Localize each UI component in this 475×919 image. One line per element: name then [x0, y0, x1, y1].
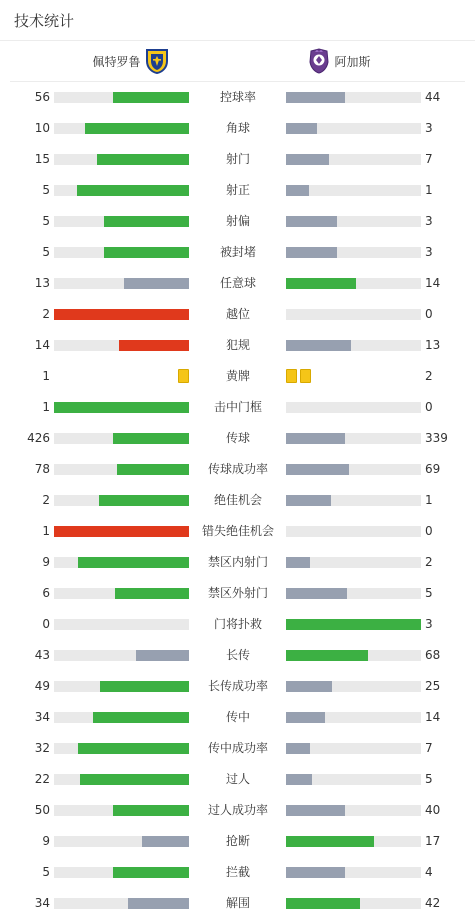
home-stat-bar	[54, 650, 189, 661]
home-stat-bar-fill	[85, 123, 189, 134]
stat-label: 绝佳机会	[213, 493, 262, 507]
home-stat-value: 6	[42, 586, 50, 600]
stat-label: 被封堵	[219, 245, 256, 259]
stat-label: 过人成功率	[207, 803, 268, 817]
home-stat-value: 50	[34, 803, 50, 817]
stat-row	[0, 82, 475, 113]
home-stat-bar-fill	[80, 774, 189, 785]
home-stat-value: 22	[34, 772, 50, 786]
away-stat-value: 3	[425, 214, 433, 228]
stat-row	[0, 826, 475, 857]
away-stat-bar-fill	[286, 464, 349, 475]
away-stat-bar	[286, 774, 421, 785]
away-stat-value: 69	[425, 462, 441, 476]
away-stat-bar	[286, 805, 421, 816]
stat-label: 越位	[225, 307, 250, 321]
home-stat-bar-fill	[115, 588, 189, 599]
away-stat-value: 17	[425, 834, 441, 848]
away-stat-value: 5	[425, 586, 433, 600]
away-stat-bar-fill	[286, 216, 337, 227]
away-stat-bar-fill	[286, 247, 337, 258]
away-stat-bar-fill	[286, 185, 309, 196]
away-stat-bar-fill	[286, 805, 345, 816]
away-stat-bar-fill	[286, 836, 374, 847]
away-stat-bar-fill	[286, 495, 331, 506]
stat-row	[0, 733, 475, 764]
stat-label: 门将扑救	[213, 617, 262, 631]
stat-row	[0, 547, 475, 578]
away-stat-bar	[286, 712, 421, 723]
away-stat-value: 68	[425, 648, 441, 662]
away-team-name: 阿加斯	[334, 54, 371, 69]
home-stat-bar-fill	[54, 402, 189, 413]
away-stat-bar	[286, 495, 421, 506]
stat-row	[0, 671, 475, 702]
home-stat-value: 2	[42, 493, 50, 507]
home-stat-bar	[54, 774, 189, 785]
home-stat-value: 56	[34, 90, 50, 104]
away-stat-value: 5	[425, 772, 433, 786]
away-stat-value: 3	[425, 121, 433, 135]
home-stat-bar	[54, 588, 189, 599]
away-stat-bar-fill	[286, 867, 345, 878]
home-stat-bar-fill	[113, 867, 189, 878]
stat-row	[0, 888, 475, 919]
home-stat-bar-fill	[77, 185, 189, 196]
stat-row	[0, 516, 475, 547]
away-stat-bar-fill	[286, 743, 310, 754]
away-stat-bar	[286, 123, 421, 134]
home-stat-bar	[54, 185, 189, 196]
yellow-card-icon	[286, 369, 297, 383]
away-stat-bar	[286, 216, 421, 227]
stat-label: 射正	[225, 183, 250, 197]
away-stat-bar	[286, 278, 421, 289]
yellow-card-icon	[300, 369, 311, 383]
away-stat-value: 25	[425, 679, 441, 693]
stat-label: 传中	[225, 710, 250, 724]
home-stat-bar	[54, 526, 189, 537]
away-stat-bar	[286, 433, 421, 444]
home-stat-bar-fill	[99, 495, 189, 506]
stat-row	[0, 330, 475, 361]
stat-row	[0, 144, 475, 175]
away-stat-value: 44	[425, 90, 441, 104]
stat-row	[0, 175, 475, 206]
home-stat-bar	[54, 216, 189, 227]
home-stat-value: 5	[42, 865, 50, 879]
stat-row	[0, 764, 475, 795]
away-stat-value: 0	[425, 400, 433, 414]
home-stat-bar-fill	[136, 650, 189, 661]
home-stat-value: 1	[42, 369, 50, 383]
home-stat-value: 9	[42, 834, 50, 848]
stat-row	[0, 423, 475, 454]
away-stat-bar	[286, 185, 421, 196]
away-yellow-cards	[286, 369, 311, 383]
away-stat-value: 13	[425, 338, 441, 352]
away-stat-value: 0	[425, 524, 433, 538]
stat-label: 黄牌	[225, 369, 250, 383]
home-stat-bar-fill	[54, 309, 189, 320]
home-stat-bar	[54, 123, 189, 134]
home-stat-value: 13	[34, 276, 50, 290]
home-stat-bar	[54, 278, 189, 289]
section-title: 技术统计	[14, 11, 75, 30]
away-stat-value: 4	[425, 865, 433, 879]
away-stat-bar-fill	[286, 433, 345, 444]
home-stat-value: 34	[34, 896, 50, 910]
away-stat-bar-fill	[286, 712, 325, 723]
home-stat-bar	[54, 898, 189, 909]
home-stat-bar-fill	[78, 557, 189, 568]
home-stat-value: 1	[42, 524, 50, 538]
away-stat-bar	[286, 619, 421, 630]
stats-list	[0, 82, 475, 919]
home-stat-value: 34	[34, 710, 50, 724]
home-stat-value: 14	[34, 338, 50, 352]
home-stat-value: 49	[34, 679, 50, 693]
stat-row	[0, 795, 475, 826]
home-stat-bar	[54, 92, 189, 103]
stat-label: 传球成功率	[207, 462, 268, 476]
away-stat-bar-fill	[286, 154, 329, 165]
away-stat-bar	[286, 340, 421, 351]
home-stat-bar-fill	[117, 464, 189, 475]
home-stat-bar	[54, 154, 189, 165]
away-team[interactable]	[239, 48, 466, 74]
home-stat-bar	[54, 681, 189, 692]
home-stat-bar	[54, 867, 189, 878]
stat-row	[0, 113, 475, 144]
away-stat-value: 2	[425, 555, 433, 569]
away-stat-bar-fill	[286, 650, 368, 661]
home-stat-bar-fill	[119, 340, 189, 351]
away-stat-value: 7	[425, 152, 433, 166]
away-stat-value: 0	[425, 307, 433, 321]
stat-label: 射偏	[225, 214, 250, 228]
home-stat-bar-fill	[93, 712, 189, 723]
away-stat-bar-fill	[286, 681, 332, 692]
away-stat-bar	[286, 309, 421, 320]
stat-row	[0, 485, 475, 516]
stat-label: 拦截	[225, 865, 250, 879]
stat-row	[0, 206, 475, 237]
home-stat-bar-fill	[104, 247, 189, 258]
home-team[interactable]	[10, 48, 239, 74]
home-stat-value: 0	[42, 617, 50, 631]
away-stat-value: 3	[425, 617, 433, 631]
stat-label: 错失绝佳机会	[201, 524, 274, 538]
home-stat-bar-fill	[54, 526, 189, 537]
home-stat-value: 2	[42, 307, 50, 321]
home-stat-bar	[54, 402, 189, 413]
away-stat-value: 339	[425, 431, 448, 445]
away-stat-bar-fill	[286, 619, 421, 630]
stat-row	[0, 857, 475, 888]
stat-label: 击中门框	[213, 400, 262, 414]
away-stat-value: 7	[425, 741, 433, 755]
away-stat-bar-fill	[286, 123, 317, 134]
stat-row	[0, 640, 475, 671]
away-stat-bar-fill	[286, 278, 356, 289]
away-stat-bar	[286, 588, 421, 599]
home-stat-value: 5	[42, 245, 50, 259]
home-stat-value: 9	[42, 555, 50, 569]
home-stat-value: 78	[34, 462, 50, 476]
home-stat-bar-fill	[113, 92, 189, 103]
away-stat-bar-fill	[286, 898, 360, 909]
home-team-crest-icon	[145, 48, 169, 74]
away-stat-bar	[286, 247, 421, 258]
away-stat-bar-fill	[286, 774, 312, 785]
home-stat-bar	[54, 433, 189, 444]
home-stat-bar-fill	[124, 278, 189, 289]
away-stat-value: 14	[425, 276, 441, 290]
home-stat-value: 5	[42, 183, 50, 197]
away-stat-bar	[286, 557, 421, 568]
away-stat-bar-fill	[286, 588, 347, 599]
home-stat-value: 10	[34, 121, 50, 135]
home-stat-bar	[54, 557, 189, 568]
home-stat-bar	[54, 309, 189, 320]
home-stat-bar	[54, 836, 189, 847]
away-stat-bar	[286, 92, 421, 103]
stat-row	[0, 361, 475, 392]
stat-label: 解围	[225, 896, 250, 910]
home-stat-bar-fill	[142, 836, 189, 847]
stat-label: 禁区内射门	[207, 555, 268, 569]
away-stat-bar	[286, 650, 421, 661]
stat-label: 过人	[225, 772, 250, 786]
stat-row	[0, 392, 475, 423]
home-stat-value: 43	[34, 648, 50, 662]
away-stat-bar	[286, 154, 421, 165]
away-team-crest-icon	[307, 48, 331, 74]
home-stat-bar	[54, 805, 189, 816]
stat-row	[0, 237, 475, 268]
stat-label: 长传	[225, 648, 250, 662]
home-stat-bar-fill	[78, 743, 189, 754]
away-stat-value: 14	[425, 710, 441, 724]
away-stat-bar	[286, 402, 421, 413]
away-stat-value: 42	[425, 896, 441, 910]
stat-label: 射门	[225, 152, 250, 166]
away-stat-bar-fill	[286, 92, 345, 103]
stat-row	[0, 578, 475, 609]
home-stat-bar	[54, 743, 189, 754]
away-stat-bar	[286, 743, 421, 754]
yellow-card-icon	[178, 369, 189, 383]
stat-row	[0, 609, 475, 640]
away-stat-value: 2	[425, 369, 433, 383]
stat-label: 传中成功率	[207, 741, 268, 755]
stat-label: 禁区外射门	[207, 586, 268, 600]
stat-label: 长传成功率	[207, 679, 268, 693]
home-stat-bar-fill	[113, 433, 189, 444]
home-stat-bar	[54, 340, 189, 351]
home-stat-bar	[54, 712, 189, 723]
stat-label: 控球率	[219, 90, 256, 104]
stat-label: 任意球	[219, 276, 256, 290]
home-stat-bar-fill	[113, 805, 189, 816]
home-yellow-cards	[178, 369, 189, 383]
home-stat-value: 1	[42, 400, 50, 414]
away-stat-bar-fill	[286, 340, 351, 351]
stat-row	[0, 702, 475, 733]
stat-row	[0, 454, 475, 485]
home-stat-bar	[54, 464, 189, 475]
home-stat-bar	[54, 247, 189, 258]
away-stat-value: 1	[425, 183, 433, 197]
stat-label: 传球	[225, 431, 250, 445]
stat-row	[0, 268, 475, 299]
stat-row	[0, 299, 475, 330]
home-stat-value: 15	[34, 152, 50, 166]
home-stat-value: 5	[42, 214, 50, 228]
away-stat-bar	[286, 681, 421, 692]
away-stat-value: 3	[425, 245, 433, 259]
section-header	[0, 0, 475, 41]
home-stat-bar-fill	[128, 898, 189, 909]
away-stat-bar	[286, 836, 421, 847]
away-stat-bar	[286, 526, 421, 537]
stat-label: 犯规	[225, 338, 250, 352]
away-stat-bar	[286, 464, 421, 475]
home-stat-value: 32	[34, 741, 50, 755]
home-stat-bar	[54, 495, 189, 506]
away-stat-bar	[286, 898, 421, 909]
home-stat-bar-fill	[104, 216, 189, 227]
stat-label: 角球	[225, 121, 250, 135]
away-stat-value: 1	[425, 493, 433, 507]
home-stat-bar	[54, 619, 189, 630]
stat-label: 抢断	[225, 834, 250, 848]
home-stat-bar-fill	[97, 154, 189, 165]
home-stat-bar-fill	[100, 681, 189, 692]
home-stat-value: 426	[27, 431, 50, 445]
away-stat-bar-fill	[286, 557, 310, 568]
away-stat-bar	[286, 867, 421, 878]
away-stat-value: 40	[425, 803, 441, 817]
team-header	[10, 41, 465, 82]
home-team-name: 佩特罗鲁	[92, 54, 141, 69]
